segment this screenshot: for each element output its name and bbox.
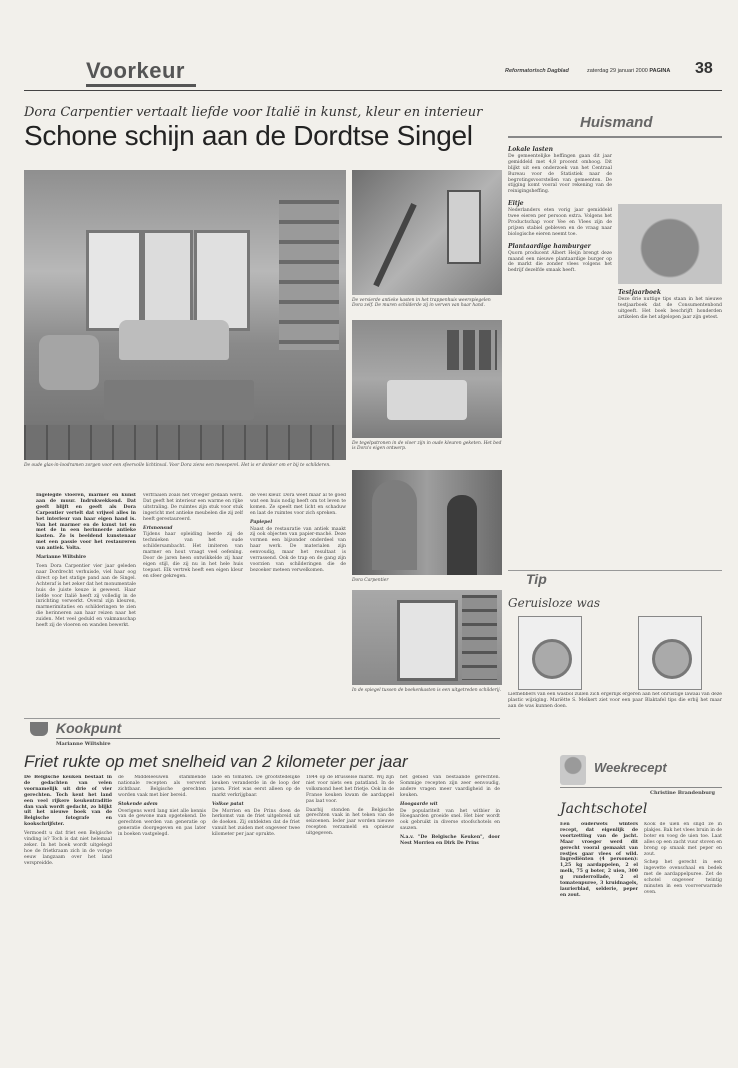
kookpunt-headline: Friet rukte op met snelheid van 2 kilometer per jaar — [24, 752, 408, 771]
tip-label: Tip — [526, 571, 547, 587]
quorn-product-image — [618, 204, 722, 284]
section-title: Voorkeur — [86, 58, 185, 83]
kookpunt-column-4: 1844 op de Brusselse markt. Wij zijn niet voor niets een patatland. In de volksmond heet het frietje. Ook in de Franse keuken kwam de aardappel pas laat voor. Daarbij stonden de Belgische gerechten vaak in het teken van de seizoenen. Ieder jaar worden nieuwe recepten verzameld en opnieuw uitgegeven. — [306, 775, 394, 837]
window-frame — [397, 600, 458, 681]
article-byline: Marianne Wiltshire — [36, 555, 87, 561]
article-column-1: Ingelegde vloeren, marmer en kunst aan de muur. Indrukwekkend. Dat geeft blijft en geeft als Dora Carpentier vertelt dat vrijwel alles in het interieur van haar eigen hand is. Van het marmer en de kunst tot en met de in een herinnerde antieke kasten. Zo is beeldend kunstenaar met een passie voor het restaureren van antiek. Volta. Marianne Wiltshire Toen Dora Carpentier vier jaar geleden naar Dordrecht verhuisde, viel haar oog direct op het statige pand aan de Singel. Achteraf is het zeker dat het monumentale huis de juiste keuze is geweest. Haar liefde voor Italië heeft zij volledig in de inrichting verwerkt. Overal zijn kleuren, marmerimitaties en schilderingen te zien die herinneren aan haar reizen naar het zuiden. Met veel geduld en vakmanschap heeft zij de vloeren en wanden bewerkt. — [36, 493, 136, 629]
caption-bedroom: De tegelpatronen in de vloer zijn in oude kleuren geketen. Het bed is Dora's eigen ontwerp. — [352, 441, 502, 452]
masthead-rule — [24, 90, 722, 91]
article-kicker: Dora Carpentier vertaalt liefde voor Italië in kunst, kleur en interieur — [24, 105, 483, 120]
huismand-box — [508, 108, 722, 700]
issue-date: zaterdag 29 januari 2000 — [587, 68, 648, 74]
portrait-person — [447, 495, 477, 575]
article-subhead-1: Ertsnonsud — [143, 525, 173, 531]
caption-living-room: De oude glas-in-loodramen zorgen voor een sfeervolle lichtinval. Voor Dora ziens een meesperel. Het is er donker om er bij te schilderen. — [24, 463, 331, 468]
sidebar-text-2: Nederlanders eten vorig jaar gemiddeld twee eieren per persoon extra. Volgens het Productschap voor Vee en Vlees zijn de prijzen stabiel gebleven en de vraag naar biologische eieren neemt toe. — [508, 208, 612, 237]
weekrecept-column-2: Kook de uien en snijd ze in plakjes. Bak het vlees bruin in de boter en voeg de uien toe. Laat alles op een zacht vuur stoven en breng op smaak met peper en zout. Schep het gerecht in een ingevette ovenschaal en bedek met de aardappelpuree. Zet de schotel ongeveer twintig minuten in een voorverwarmde oven. — [644, 822, 722, 895]
washing-machine-1 — [518, 616, 582, 690]
tip-title: Geruisloze was — [508, 596, 601, 610]
page-number: 38 — [695, 60, 713, 77]
article-column-3: de veel kleur. Dora weet maar al te goed wat een huis nodig heeft om tot leven te komen. Ze speelt met licht en schaduw en laat de ruimtes voor zich spreken. Papiepel Naast de restauratie van antiek maakt zij ook objecten van papier-maché. Deze vormen een bijzonder onderdeel van haar werk. De materialen zijn eenvoudig, maar het resultaat is verrassend. Ook de trap en de gang zijn voorzien van schilderingen die de bezoeker meteen verwelkomen. — [250, 493, 346, 573]
sidebar-head-3: Plantaardige hamburger — [508, 242, 591, 250]
tip-text: Liefhebbers van een wasbol zullen zich ergerlijk ergeren aan het onrustige lawaai van deze plastic wijziging. Mariëtte S. Melkert ziet voor een paar Blaktafel tips die erbij het maar aan de was kunnen doen. — [508, 692, 722, 709]
weekrecept-note: N.a.v. "De Belgische Keuken", door Nest Morrien en Dirk De Prins — [400, 835, 500, 847]
window-right — [194, 230, 250, 331]
rug — [104, 380, 254, 420]
article-intro: Ingelegde vloeren, marmer en kunst aan de muur. Indrukwekkend. Dat geeft blijft en geeft als Dora Carpentier vertelt dat vrijwel alles in het interieur van haar eigen hand is. Van het marmer en de kunst tot en met de in een herinnerde antieke kasten. Zo is beeldend kunstenaar met een passie voor het restaureren van antiek. Volta. — [36, 493, 136, 552]
weekrecept-column-1 — [560, 822, 638, 1047]
huismand-title: Huismand — [580, 114, 653, 131]
sidebar-head-4: Testjaarboek — [618, 289, 662, 296]
side-shelf — [462, 595, 497, 680]
sofa — [119, 320, 229, 360]
chef-portrait — [560, 755, 586, 785]
article-subhead-2: Papiepel — [250, 519, 273, 525]
article-column-2: verfraaien zoals het vroeger gedaan werd. Dat geeft het interieur een warme en rijke uitstraling. De ruimtes zijn stuk voor stuk ingericht met antieke meubelen die zij zelf heeft gerestaureerd. Ertsnonsud Tijdens haar opleiding leerde zij de technieken van het oude schildersambacht. Het imiteren van marmer en hout vraagt veel oefening. Door de jaren heen ontwikkelde zij haar eigen stijl, die zij nu in het hele huis toepast. Elk vertrek heeft een eigen kleur en sfeer gekregen. — [143, 493, 243, 579]
bed — [387, 380, 467, 420]
sidebar-head-2: Eitje — [508, 200, 524, 208]
kookpunt-column-2: de Middeleeuwen stammende nationale recepten als ververst zichtbaar. Belgische gerechten worden vaak met bier bereid. Stokende adem Overigens werd lang niet alle kennis van de gewone man opgetekend. De gerechten werden van generatie op generatie doorgegeven en pas later in boeken vastgelegd. — [118, 775, 206, 838]
living-room-photo — [24, 170, 346, 460]
pot-icon — [30, 722, 48, 736]
weekrecept-text: Een ouderwets winters recept, dat eigenlijk de voortzetting van de jacht. Maar vroeger werd dit gerecht vooral gemaakt van restjes gaar vlees of wild. Ingrediënten (4 personen): 1,25 kg aardappelen, 2 el melk, 75 g boter, 2 uien, 300 g runderrollade, 2 el tomatenpuree, 3 kruidnagels, laurierblad, selderie, peper en zout. — [560, 822, 638, 898]
caption-portrait: Dora Carpentier — [352, 578, 389, 583]
huismand-rule — [508, 136, 722, 138]
kookpunt-column-5: het gebied van bestaande gerechten. Sommige recepten zijn zeer eenvoudig, andere vragen meer vaardigheid in de keuken. Hoogaarde wit De populariteit van het witbier in Hoegaarden groeide snel. Het bier wordt ook gebruikt in diverse stoofschotels en sauzen. N.a.v. "De Belgische Keuken", door Nest Morrien en Dirk De Prins — [400, 775, 500, 847]
kookpunt-column-1: De Belgische keuken bestaat in de gedachten van velen voornamelijk uit drie of vier gerechten. Toch kent het land een veel rijkere keukentraditie dan vaak wordt gedacht, zo blijkt uit het nieuwe boek van de Belgische fotografe en kookschrijfster. Vermoedt u dat friet een Belgische vinding is? Toch is dat niet helemaal zeker. In het boek wordt uitgelegd hoe de frietkraam zich in de vorige eeuw langzaam over het land verspreidde. — [24, 775, 112, 866]
weekrecept-title: Jachtschotel — [560, 801, 648, 817]
armchair — [39, 335, 99, 390]
date-line — [587, 68, 670, 74]
bookcase — [279, 200, 339, 350]
sidebar-col-1 — [508, 144, 612, 584]
wall-frames — [447, 330, 497, 370]
article-headline: Schone schijn aan de Dordtse Singel — [24, 120, 473, 151]
stair-rail — [373, 203, 416, 287]
stair-door — [447, 190, 481, 264]
kookpunt-subhead-3: Hoogaarde wit — [400, 801, 438, 807]
weekrecept-rule — [560, 787, 722, 788]
caption-staircase: De versierde antieke kasten in het trappenhuis weerspiegelen Dora zelf. De muren schilderde zij in verven van haar hand. — [352, 298, 491, 309]
portrait-photo — [352, 470, 502, 575]
section-underline — [86, 84, 196, 87]
window-photo — [352, 590, 502, 685]
floor — [24, 425, 346, 460]
sidebar-col-2 — [618, 144, 722, 584]
bedroom-photo — [352, 320, 502, 438]
sidebar-text-1: De gemeentelijke heffingen gaan dit jaar gemiddeld met 4,8 procent omhoog. Dit blijkt uit een onderzoek van het Centraal Bureau voor de Statistiek naar de begrotingsvoorstellen van gemeenten. De stijging komt vooral voor rekening van de reinigingsheffing. — [508, 153, 612, 195]
weekrecept-byline: Christine Brandenburg — [650, 790, 716, 796]
weekrecept-label: Weekrecept — [594, 760, 667, 775]
washing-machine-2 — [638, 616, 702, 690]
kookpunt-column-3: lade en tomaten. De grootstedelijke keuken veranderde in de loop der jaren. Friet was eerst alleen op de markt verkrijgbaar. Volkse patat De Morrien en De Prins doen de herkomst van de friet uitgebreid uit de doeken. Zij ontdekten dat de friet vanuit het zuiden met ongeveer twee kilometer per jaar oprukte. — [212, 775, 300, 838]
caption-window: In de spiegel tussen de boekenkasten is een uitgetreden schilderij. — [352, 688, 502, 693]
kookpunt-subhead-1: Stokende adem — [118, 801, 158, 807]
sidebar-text-4: Deze drie nuttige tips staan in het nieuwe testjaarboek dat de Consumentenbond uitgeeft. Het boek beschrijft honderden artikelen die het afgelopen jaar zijn getest. — [618, 296, 722, 320]
window-left — [86, 230, 142, 331]
kookpunt-byline: Marianne Wiltshire — [56, 741, 111, 747]
staircase-photo — [352, 170, 502, 295]
kookpunt-rule-top — [24, 718, 500, 719]
sidebar-head-1: Lokale lasten — [508, 146, 553, 153]
kookpunt-label: Kookpunt — [56, 720, 122, 736]
window-center — [142, 230, 193, 331]
kookpunt-intro: De Belgische keuken bestaat in de gedachten van velen voornamelijk uit drie of vier gerechten. Toch kent het land een veel rijkere keukentraditie dan vaak wordt gedacht, zo blijkt uit het nieuwe boek van de Belgische fotografe en kookschrijfster. — [24, 775, 112, 828]
newspaper-name: Reformatorisch Dagblad — [505, 68, 569, 74]
kookpunt-subhead-2: Volkse patat — [212, 801, 244, 807]
sidebar-text-3: Quorn producent Albert Heijn brengt deze maand een nieuwe plantaardige burger op de markt die zonder vlees volgens het bedrijf dezelfde smaak heeft. — [508, 250, 612, 274]
portrait-arch — [372, 480, 417, 570]
page-word: PAGINA — [649, 68, 671, 74]
kookpunt-underline — [56, 738, 500, 739]
